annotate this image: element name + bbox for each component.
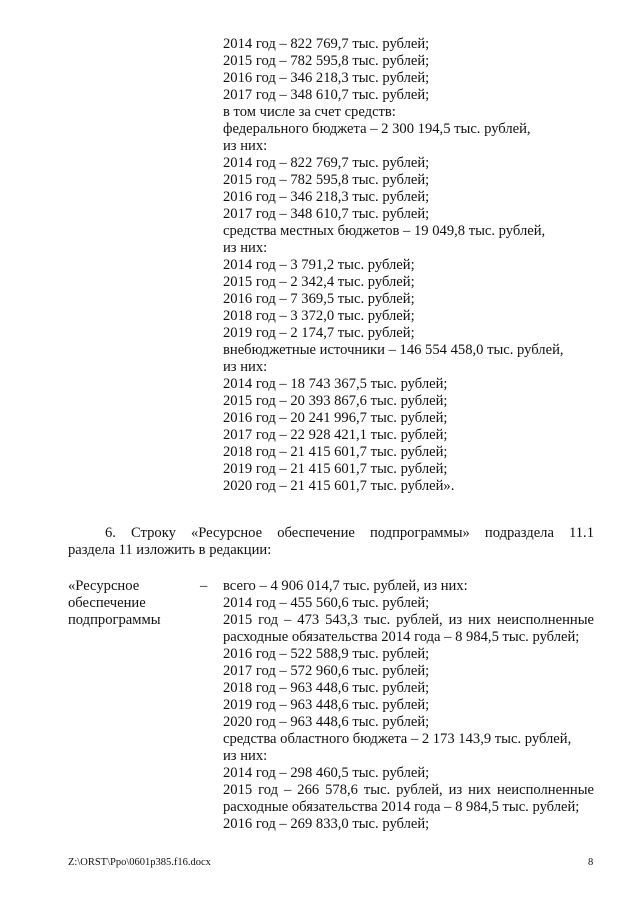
section-line: 2014 год – 455 560,6 тыс. рублей;	[223, 595, 430, 611]
text-line: 2017 год – 348 610,7 тыс. рублей;	[223, 87, 430, 103]
text-line: 2014 год – 3 791,2 тыс. рублей;	[223, 257, 415, 273]
text-line: внебюджетные источники – 146 554 458,0 тыс. рублей,	[223, 342, 564, 358]
text-line: 2016 год – 346 218,3 тыс. рублей;	[223, 70, 430, 86]
text-line: 2020 год – 21 415 601,7 тыс. рублей».	[223, 478, 455, 494]
text-line: 2016 год – 346 218,3 тыс. рублей;	[223, 189, 430, 205]
section-line: 2019 год – 963 448,6 тыс. рублей;	[223, 697, 430, 713]
section-line: 2015 год – 473 543,3 тыс. рублей, из них неисполненные	[223, 612, 594, 628]
text-line: 2018 год – 21 415 601,7 тыс. рублей;	[223, 444, 448, 460]
text-line: 2015 год – 20 393 867,6 тыс. рублей;	[223, 393, 448, 409]
text-line: 2014 год – 18 743 367,5 тыс. рублей;	[223, 376, 448, 392]
section-line: из них:	[223, 748, 268, 764]
text-line: 2017 год – 22 928 421,1 тыс. рублей;	[223, 427, 448, 443]
section-label: «Ресурсное	[68, 578, 140, 594]
section-line: 2015 год – 266 578,6 тыс. рублей, из них неисполненные	[223, 782, 594, 798]
text-line: 2019 год – 2 174,7 тыс. рублей;	[223, 325, 415, 341]
text-line: 2015 год – 782 595,8 тыс. рублей;	[223, 172, 430, 188]
paragraph-line: 6. Строку «Ресурсное обеспечение подпрограммы» подраздела 11.1	[105, 525, 594, 541]
text-line: 2015 год – 782 595,8 тыс. рублей;	[223, 53, 430, 69]
section-line: расходные обязательства 2014 года – 8 984,5 тыс. рублей;	[223, 799, 580, 815]
text-line: в том числе за счет средств:	[223, 104, 396, 120]
footer-file-path: Z:\ORST\Ppo\0601p385.f16.docx	[68, 857, 211, 868]
section-line: 2016 год – 269 833,0 тыс. рублей;	[223, 816, 430, 832]
text-line: 2016 год – 20 241 996,7 тыс. рублей;	[223, 410, 448, 426]
section-line: всего – 4 906 014,7 тыс. рублей, из них:	[223, 578, 468, 594]
section-line: 2020 год – 963 448,6 тыс. рублей;	[223, 714, 430, 730]
text-line: 2017 год – 348 610,7 тыс. рублей;	[223, 206, 430, 222]
section-line: расходные обязательства 2014 года – 8 984,5 тыс. рублей;	[223, 629, 580, 645]
text-line: 2014 год – 822 769,7 тыс. рублей;	[223, 36, 430, 52]
paragraph-line: раздела 11 изложить в редакции:	[68, 542, 272, 558]
text-line: 2014 год – 822 769,7 тыс. рублей;	[223, 155, 430, 171]
section-line: 2016 год – 522 588,9 тыс. рублей;	[223, 646, 430, 662]
page-number: 8	[588, 857, 594, 868]
section-line: 2017 год – 572 960,6 тыс. рублей;	[223, 663, 430, 679]
section-label: подпрограммы	[68, 612, 161, 628]
section-line: 2018 год – 963 448,6 тыс. рублей;	[223, 680, 430, 696]
text-line: из них:	[223, 138, 268, 154]
text-line: 2018 год – 3 372,0 тыс. рублей;	[223, 308, 415, 324]
text-line: средства местных бюджетов – 19 049,8 тыс. рублей,	[223, 223, 546, 239]
section-line: средства областного бюджета – 2 173 143,9 тыс. рублей,	[223, 731, 572, 747]
text-line: федерального бюджета – 2 300 194,5 тыс. рублей,	[223, 121, 531, 137]
section-dash: –	[200, 578, 208, 594]
text-line: 2015 год – 2 342,4 тыс. рублей;	[223, 274, 415, 290]
section-line: 2014 год – 298 460,5 тыс. рублей;	[223, 765, 430, 781]
text-line: из них:	[223, 240, 268, 256]
text-line: 2016 год – 7 369,5 тыс. рублей;	[223, 291, 415, 307]
text-line: 2019 год – 21 415 601,7 тыс. рублей;	[223, 461, 448, 477]
text-line: из них:	[223, 359, 268, 375]
section-label: обеспечение	[68, 595, 146, 611]
